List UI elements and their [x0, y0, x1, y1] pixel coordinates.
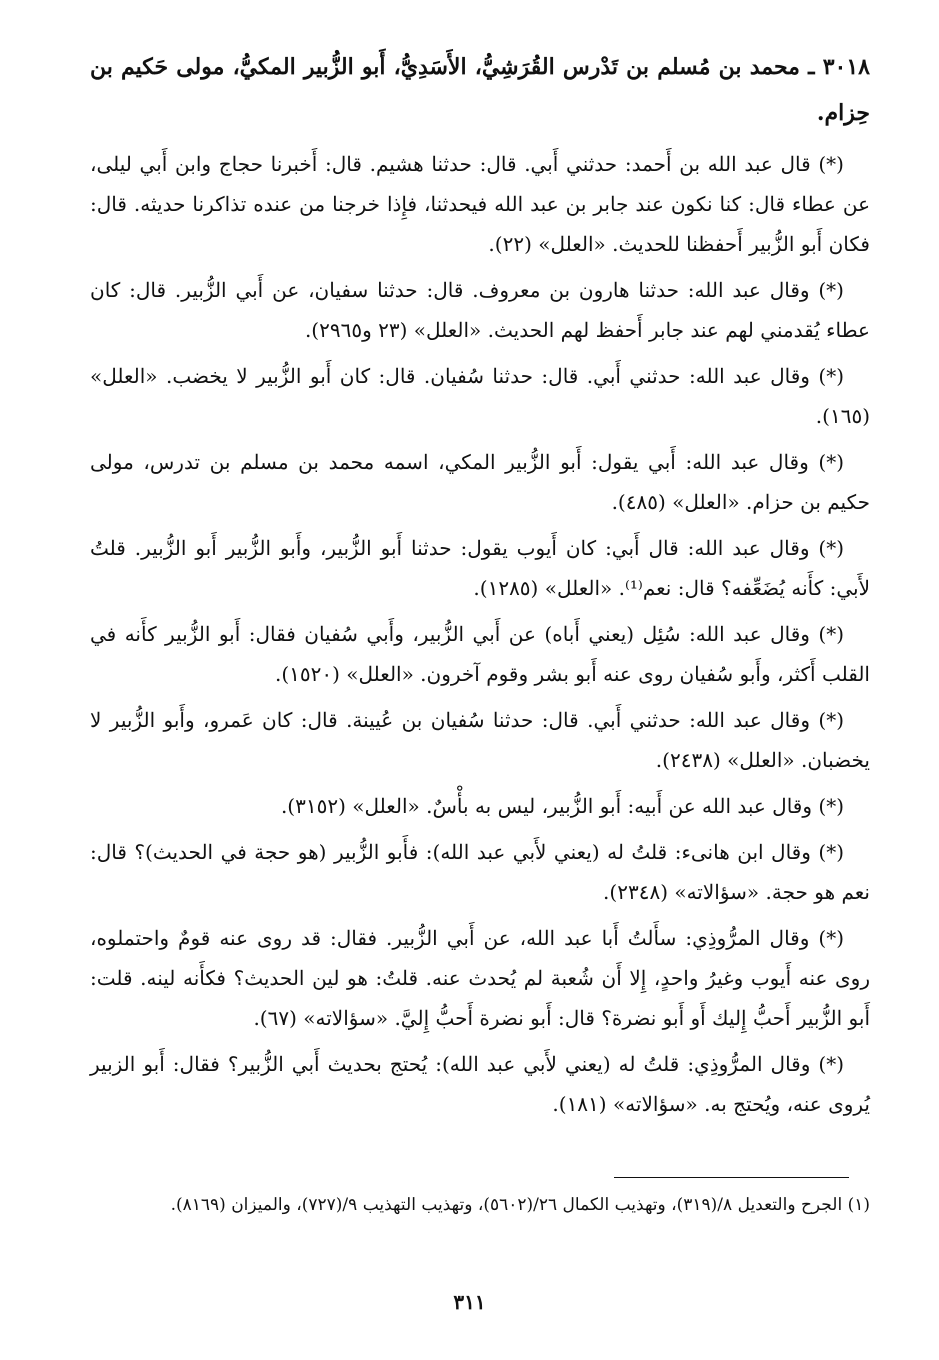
page-number: ٣١١ — [453, 1290, 486, 1314]
paragraph: (*) وقال المرُّوذِي: قلتُ له (يعني لأَبي عبد الله): يُحتج بحديث أَبي الزُّبير؟ فقال: أَبو الزبير يُروى عنه، ويُحتج به. «سؤالاته» (١٨١). — [90, 1052, 870, 1116]
footnote-divider — [614, 1177, 849, 1178]
entry-heading: ٣٠١٨ ـ محمد بن مُسلم بن تَدْرس القُرَشِيُّ، الأَسَدِيُّ، أَبو الزُّبير المكيُّ، مولى حَكيم بن حِزام. — [90, 54, 870, 126]
footnote: (١) الجرح والتعديل ٨/(٣١٩)، وتهذيب الكمال ٢٦/(٥٦٠٢)، وتهذيب التهذيب ٩/(٧٢٧)، والميزان (٨١٦٩). — [170, 1195, 870, 1215]
paragraph: (*) وقال عبد الله عن أَبيه: أَبو الزُّبير، ليس به بأْسٌ. «العلل» (٣١٥٢). — [280, 794, 844, 818]
paragraph: (*) وقال المرُّوذِي: سأَلتُ أَبا عبد الله، عن أَبي الزُّبير. فقال: قد روى عنه قومٌ واحتملوه، روى عنه أَيوب وغيرُ واحدٍ، إِلا أَن شُعبة لم يُحدث عنه. قلتُ: هو لين الحديث؟ فكأَنه لينه. قلت: أَبو الزُّبير أَحبُّ إِليك أَو أَبو نضرة؟ قال: أَبو نضرة أَحبُّ إِليَّ. «سؤالاته» (٦٧). — [90, 926, 870, 1030]
paragraph: (*) وقال عبد الله: سُئِل (يعني أَباه) عن أَبي الزُّبير، وأَبي سُفيان فقال: أَبو الزُّبير كأَنه في القلب أَكثر، وأَبو سُفيان روى عنه أَبو بشر وقوم آخرون. «العلل» (١٥٢٠). — [90, 622, 870, 686]
paragraph: (*) قال عبد الله بن أَحمد: حدثني أَبي. قال: حدثنا هشيم. قال: أَخبرنا حجاج وابن أَبي ليلى، عن عطاء قال: كنا نكون عند جابر بن عبد الله فيحدثنا، فإِذا خرجنا من عنده تذاكرنا حديثه. قال: فكان أَبو الزُّبير أَحفظنا للحديث. «العلل» (٢٢). — [90, 152, 870, 256]
paragraph: (*) وقال ابن هانىء: قلتُ له (يعني لأَبي عبد الله): فأَبو الزُّبير (هو حجة في الحديث)؟ قال: نعم هو حجة. «سؤالاته» (٢٣٤٨). — [90, 840, 870, 904]
paragraph: (*) وقال عبد الله: حدثنا هارون بن معروف. قال: حدثنا سفيان، عن أَبي الزُّبير. قال: كان عطاء يُقدمني لهم عند جابر أَحفظ لهم الحديث. «العلل» (٢٣ و٢٩٦٥). — [90, 278, 870, 342]
paragraph: (*) وقال عبد الله: قال أَبي: كان أَيوب يقول: حدثنا أَبو الزُّبير، وأَبو الزُّبير أَبو الزُّبير. قلتُ لأَبي: كأَنه يُضَعِّفه؟ قال: نعم⁽¹⁾. «العلل» (١٢٨٥). — [90, 536, 870, 600]
page-body — [90, 44, 870, 1130]
paragraph: (*) وقال عبد الله: حدثني أَبي. قال: حدثنا سُفيان بن عُيينة. قال: كان عَمرو، وأَبو الزُّبير لا يخضبان. «العلل» (٢٤٣٨). — [90, 708, 870, 772]
paragraph: (*) وقال عبد الله: حدثني أَبي. قال: حدثنا سُفيان. قال: كان أَبو الزُّبير لا يخضب. «العلل» (١٦٥). — [90, 364, 870, 428]
paragraph: (*) وقال عبد الله: أَبي يقول: أَبو الزُّبير المكي، اسمه محمد بن مسلم بن تدرس، مولى حكيم بن حزام. «العلل» (٤٨٥). — [90, 450, 870, 514]
